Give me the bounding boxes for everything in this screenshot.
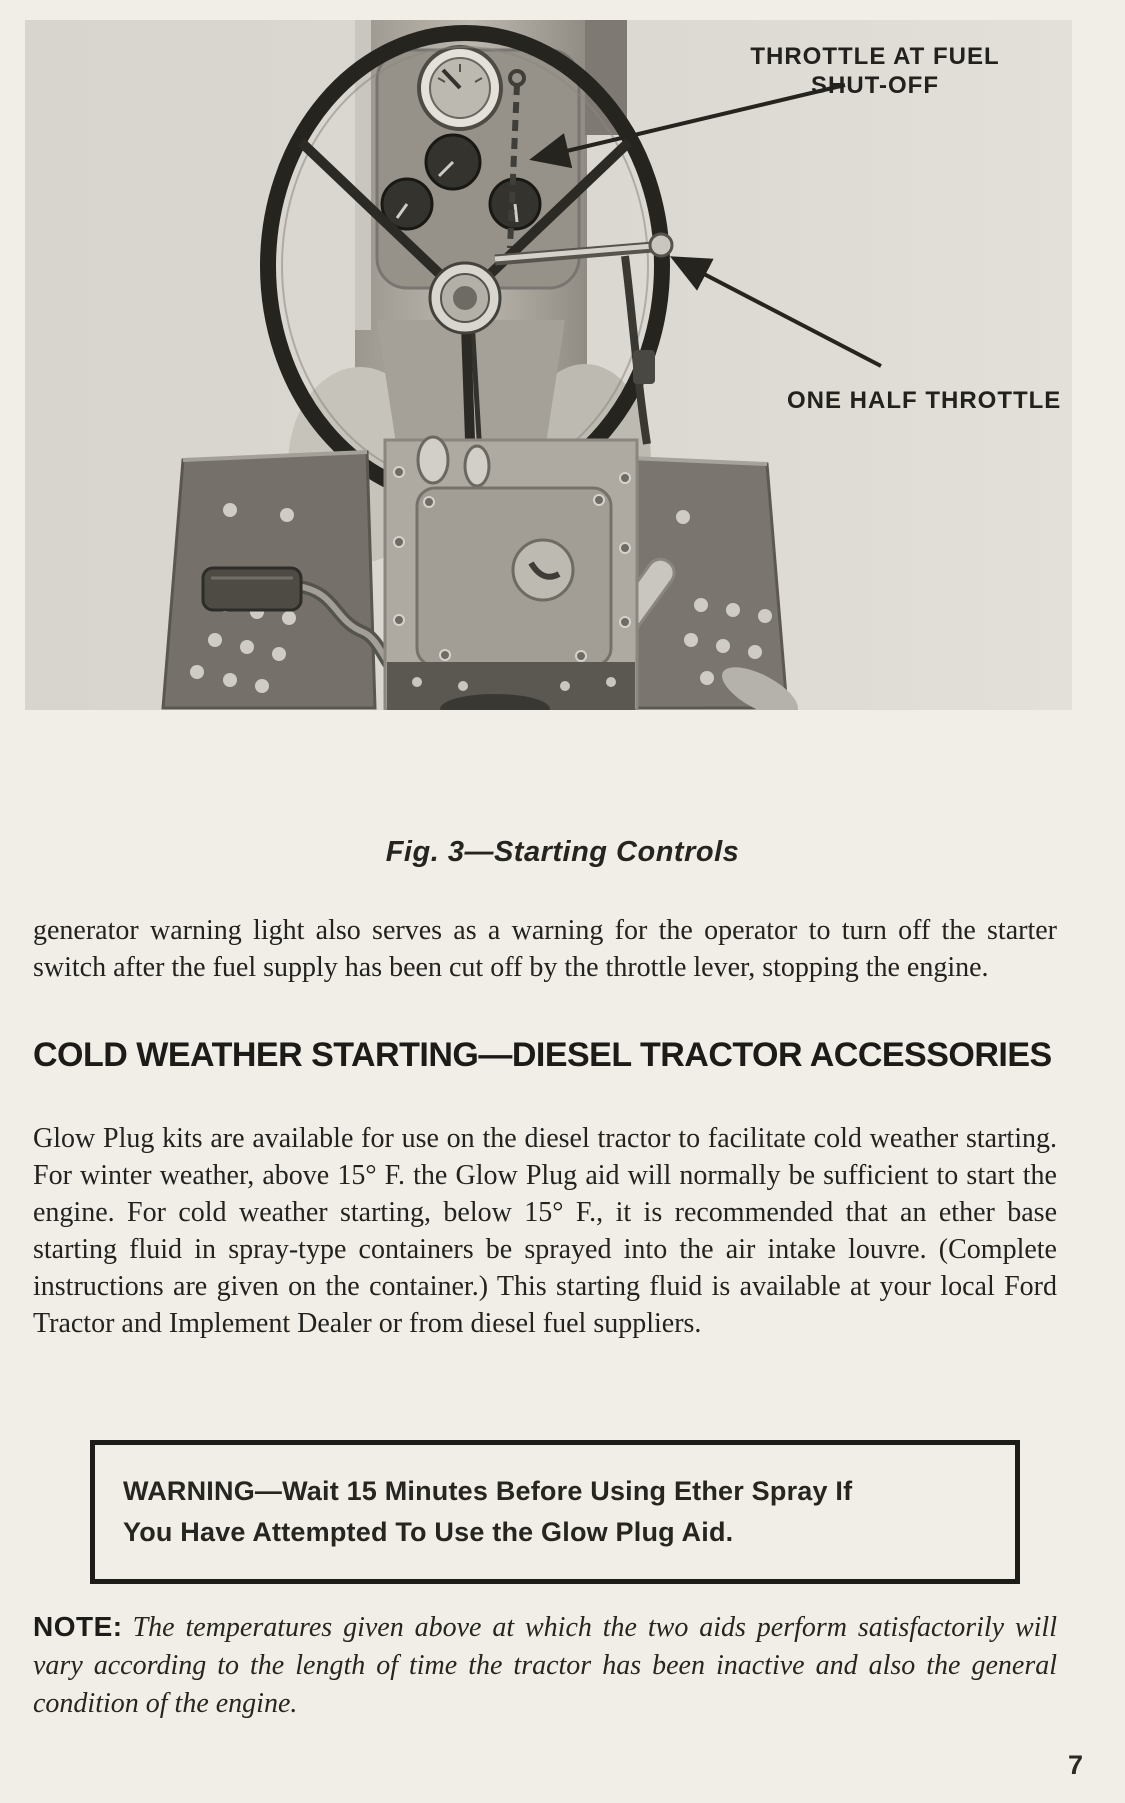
warning-box xyxy=(90,1440,1020,1584)
note-text: The temperatures given above at which the two aids perform satisfactorily will vary according to the length of time the tractor has been inactive and also the general condition of the engine. xyxy=(33,1612,1057,1719)
section-heading: COLD WEATHER STARTING—DIESEL TRACTOR ACCESSORIES xyxy=(33,1036,1052,1074)
starting-controls-photo xyxy=(25,20,1072,710)
page-number: 7 xyxy=(1067,1750,1083,1780)
note-label: NOTE: xyxy=(33,1611,123,1642)
figure-starting-controls xyxy=(25,20,1072,710)
callout-throttle-shutoff xyxy=(700,42,1050,100)
callout-one-half-throttle: ONE HALF THROTTLE xyxy=(787,387,1062,414)
paragraph-generator-warning: generator warning light also serves as a warning for the operator to turn off the starter switch after the fuel supply has been cut off by the throttle lever, stopping the engine. xyxy=(33,915,1057,983)
warning-line-1: WARNING—Wait 15 Minutes Before Using Ether Spray If xyxy=(123,1476,853,1506)
callout-throttle-shutoff-line2: SHUT-OFF xyxy=(811,72,939,99)
callout-throttle-shutoff-line1: THROTTLE AT FUEL xyxy=(750,43,1000,70)
figure-caption: Fig. 3—Starting Controls xyxy=(385,836,740,868)
transmission-housing xyxy=(385,437,637,710)
paragraph-glow-plug: Glow Plug kits are available for use on the diesel tractor to facilitate cold weather starting. For winter weather, above 15° F. the Glow Plug aid will normally be sufficient to start the engine. For cold weather starting, below 15° F., it is recommended that an ether base starting fluid in spray-type containers be sprayed into the air intake louvre. (Complete instructions are given on the container.) This starting fluid is available at your local Ford Tractor and Implement Dealer or from diesel fuel suppliers. xyxy=(33,1123,1057,1339)
proofmeter-gauge xyxy=(419,47,501,129)
horn-button xyxy=(430,263,500,333)
warning-line-2: You Have Attempted To Use the Glow Plug Aid. xyxy=(123,1517,734,1547)
note-paragraph xyxy=(33,1608,1057,1723)
